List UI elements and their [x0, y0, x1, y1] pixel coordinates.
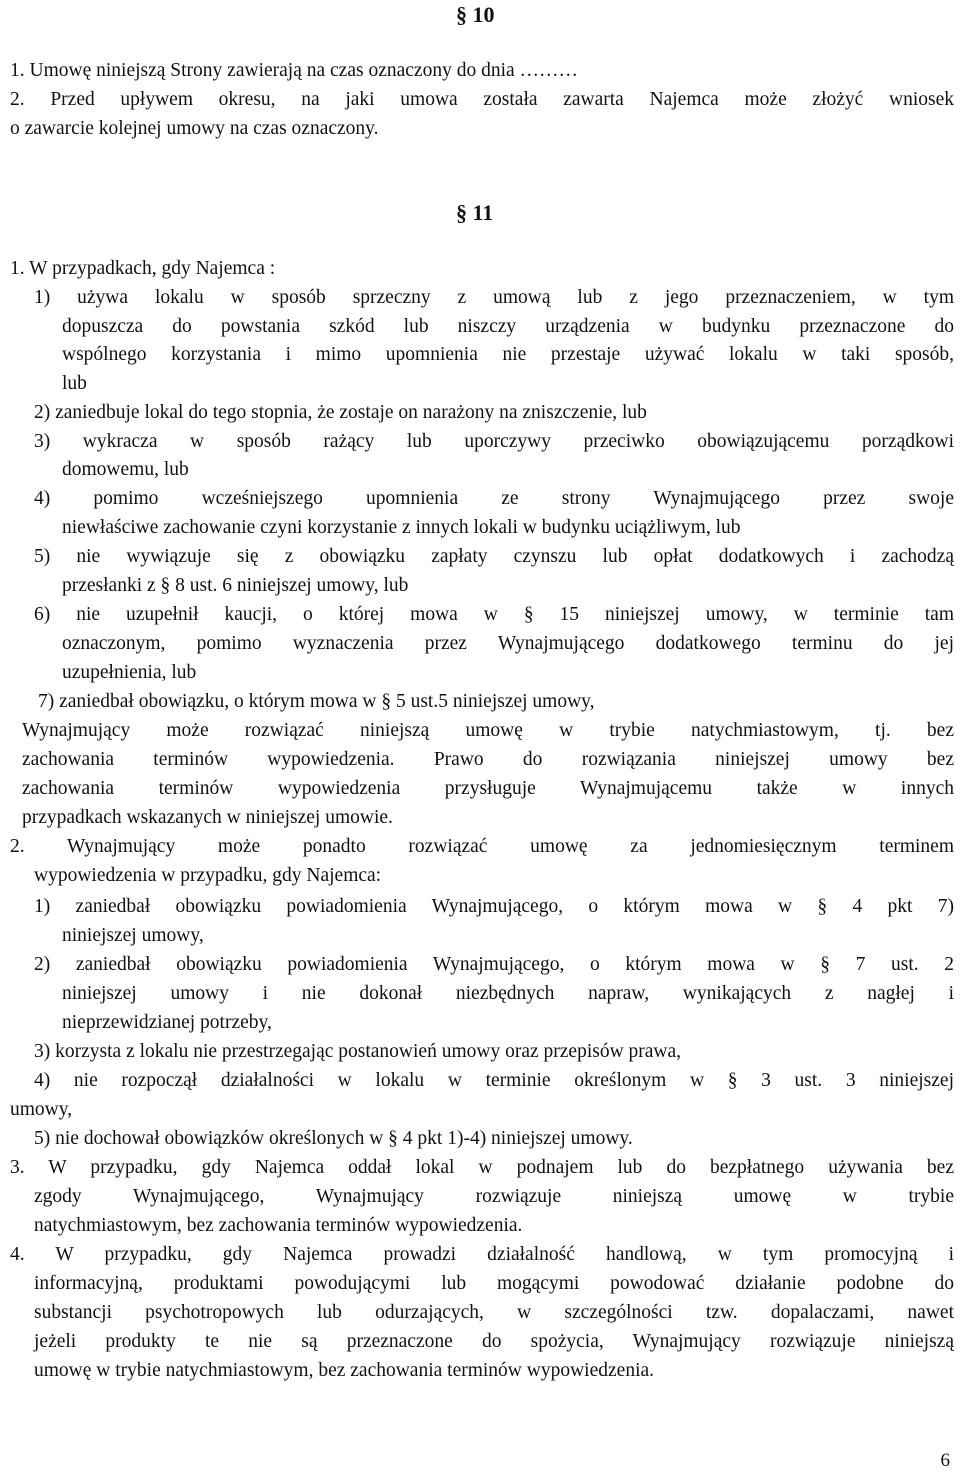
s11-line-29: 4) nie rozpoczął działalności w lokalu w terminie określonym w § 3 ust. 3 niniejszej — [34, 1070, 954, 1091]
s11-line-14: oznaczonym, pomimo wyznaczenia przez Wynajmującego dodatkowego terminu do jej — [62, 633, 954, 654]
s11-line-33: zgody Wynajmującego, Wynajmujący rozwiązuje niniejszą umowę w trybie — [34, 1186, 954, 1207]
page-number: 6 — [940, 1450, 950, 1471]
s11-line-11: 5) nie wywiązuje się z obowiązku zapłaty czynszu lub opłat dodatkowych i zachodzą — [34, 546, 954, 567]
s11-line-30: umowy, — [10, 1099, 73, 1120]
s11-line-28: 3) korzysta z lokalu nie przestrzegając postanowień umowy oraz przepisów prawa, — [34, 1041, 682, 1062]
s11-line-18: zachowania terminów wypowiedzenia. Prawo do rozwiązania niniejszej umowy bez — [22, 749, 954, 770]
s11-line-1: 1. W przypadkach, gdy Najemca : — [10, 258, 276, 279]
s11-line-35: 4. W przypadku, gdy Najemca prowadzi działalność handlową, w tym promocyjną i — [10, 1244, 954, 1265]
s11-line-13: 6) nie uzupełnił kaucji, o której mowa w § 15 niniejszej umowy, w terminie tam — [34, 604, 954, 625]
s11-line-12: przesłanki z § 8 ust. 6 niniejszej umowy, lub — [62, 575, 409, 596]
section-11-heading: § 11 — [456, 200, 494, 225]
s11-line-31: 5) nie dochował obowiązków określonych w § 4 pkt 1)-4) niniejszej umowy. — [34, 1128, 633, 1149]
s11-line-5: lub — [62, 373, 87, 394]
s11-line-23: 1) zaniedbał obowiązku powiadomienia Wynajmującego, o którym mowa w § 4 pkt 7) — [34, 896, 954, 917]
s11-line-4: wspólnego korzystania i mimo upomnienia nie przestaje używać lokalu w taki sposób, — [62, 344, 954, 365]
s11-line-34: natychmiastowym, bez zachowania terminów wypowiedzenia. — [34, 1215, 523, 1236]
s10-line-1: 1. Umowę niniejszą Strony zawierają na czas oznaczony do dnia ……… — [10, 60, 579, 81]
s11-line-36: informacyjną, produktami powodującymi lub mogącymi powodować działanie podobne do — [34, 1273, 954, 1294]
s11-line-20: przypadkach wskazanych w niniejszej umowie. — [22, 807, 393, 828]
s11-line-19: zachowania terminów wypowiedzenia przysługuje Wynajmującemu także w innych — [22, 778, 954, 799]
s11-line-22: wypowiedzenia w przypadku, gdy Najemca: — [34, 865, 382, 886]
s11-line-21: 2. Wynajmujący może ponadto rozwiązać umowę za jednomiesięcznym terminem — [10, 836, 954, 857]
s11-line-16: 7) zaniedbał obowiązku, o którym mowa w § 5 ust.5 niniejszej umowy, — [38, 691, 595, 712]
s11-line-7: 3) wykracza w sposób rażący lub uporczywy przeciwko obowiązującemu porządkowi — [34, 431, 954, 452]
s11-line-9: 4) pomimo wcześniejszego upomnienia ze strony Wynajmującego przez swoje — [34, 488, 954, 509]
s11-line-27: nieprzewidzianej potrzeby, — [62, 1012, 272, 1033]
s11-line-15: uzupełnienia, lub — [62, 662, 197, 683]
s11-line-38: jeżeli produkty te nie są przeznaczone do spożycia, Wynajmujący rozwiązuje niniejszą — [34, 1331, 954, 1352]
s11-line-32: 3. W przypadku, gdy Najemca oddał lokal w podnajem lub do bezpłatnego używania bez — [10, 1157, 954, 1178]
s11-line-8: domowemu, lub — [62, 459, 189, 480]
s11-line-10: niewłaściwe zachowanie czyni korzystanie z innych lokali w budynku uciążliwym, lub — [62, 517, 741, 538]
s11-line-24: niniejszej umowy, — [62, 925, 204, 946]
s10-line-3: o zawarcie kolejnej umowy na czas oznaczony. — [10, 118, 379, 139]
s10-line-2: 2. Przed upływem okresu, na jaki umowa została zawarta Najemca może złożyć wniosek — [10, 89, 954, 110]
s11-line-25: 2) zaniedbał obowiązku powiadomienia Wynajmującego, o którym mowa w § 7 ust. 2 — [34, 954, 954, 975]
s11-line-37: substancji psychotropowych lub odurzających, w szczególności tzw. dopalaczami, nawet — [34, 1302, 954, 1323]
s11-line-39: umowę w trybie natychmiastowym, bez zachowania terminów wypowiedzenia. — [34, 1360, 655, 1381]
s11-line-2: 1) używa lokalu w sposób sprzeczny z umową lub z jego przeznaczeniem, w tym — [34, 287, 954, 308]
s11-line-6: 2) zaniedbuje lokal do tego stopnia, że zostaje on narażony na zniszczenie, lub — [34, 402, 647, 423]
s11-line-26: niniejszej umowy i nie dokonał niezbędnych napraw, wynikających z nagłej i — [62, 983, 954, 1004]
section-10-heading: § 10 — [456, 2, 495, 27]
s11-line-17: Wynajmujący może rozwiązać niniejszą umowę w trybie natychmiastowym, tj. bez — [22, 720, 954, 741]
s11-line-3: dopuszcza do powstania szkód lub niszczy urządzenia w budynku przeznaczone do — [62, 316, 954, 337]
